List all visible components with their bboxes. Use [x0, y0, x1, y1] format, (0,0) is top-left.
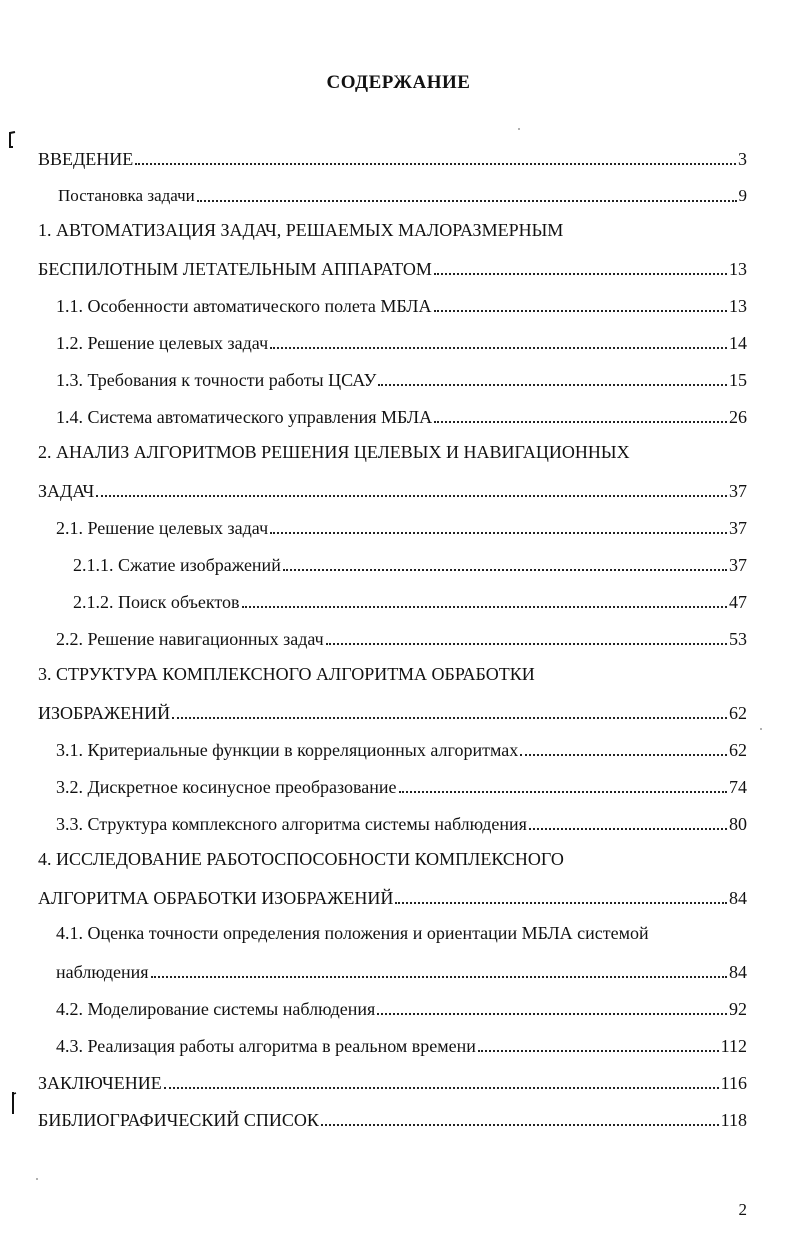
dot-leader [151, 976, 727, 978]
toc-page-number: 84 [729, 962, 747, 982]
toc-entry-label: 2.1. Решение целевых задач [56, 518, 269, 538]
toc-entry-label: 3.3. Структура комплексного алгоритма системы наблюдения [56, 814, 527, 834]
toc-entry-1-1[interactable] [56, 293, 747, 317]
toc-entry-4-3[interactable] [56, 1033, 747, 1057]
toc-page-number: 74 [729, 777, 747, 797]
toc-page-number: 112 [720, 1036, 747, 1056]
toc-page-number: 47 [729, 592, 747, 612]
toc-entry-label: 1.4. Система автоматического управления МБЛА [56, 407, 433, 427]
toc-page-number: 62 [729, 703, 747, 723]
toc-entry-2-2[interactable] [56, 626, 747, 650]
toc-entry-4-2[interactable] [56, 996, 747, 1020]
dot-leader [242, 606, 727, 608]
toc-chapter-2-heading[interactable]: 2. АНАЛИЗ АЛГОРИТМОВ РЕШЕНИЯ ЦЕЛЕВЫХ И НАВИГАЦИОННЫХ [38, 442, 630, 462]
toc-page-number: 13 [729, 259, 747, 279]
toc-page-number: 3 [738, 149, 747, 169]
toc-entry-label: 3.2. Дискретное косинусное преобразование [56, 777, 397, 797]
toc-entry-label: 1.3. Требования к точности работы ЦСАУ [56, 370, 377, 390]
toc-entry-label: 3.1. Критериальные функции в корреляционных алгоритмах [56, 740, 519, 760]
toc-page-number: 13 [729, 296, 747, 316]
dot-leader [321, 1124, 719, 1126]
toc-entry-3-2[interactable] [56, 774, 747, 798]
dot-leader [399, 791, 728, 793]
dot-leader [395, 902, 727, 904]
toc-entry-label: БЕСПИЛОТНЫМ ЛЕТАТЕЛЬНЫМ АППАРАТОМ [38, 259, 432, 279]
toc-entry-label: ИЗОБРАЖЕНИЙ [38, 703, 171, 723]
toc-page-number: 84 [729, 888, 747, 908]
toc-entry-introduction[interactable] [38, 146, 747, 170]
scan-mark-line-icon [8, 1090, 18, 1116]
toc-entry-label: 4.2. Моделирование системы наблюдения [56, 999, 376, 1019]
dot-leader [529, 828, 727, 830]
toc-page-number: 116 [720, 1073, 747, 1093]
toc-entry-label: АЛГОРИТМА ОБРАБОТКИ ИЗОБРАЖЕНИЙ [38, 888, 394, 908]
scan-speck [518, 128, 520, 130]
toc-entry-label: 1.2. Решение целевых задач [56, 333, 269, 353]
dot-leader [478, 1050, 719, 1052]
toc-page-number: 37 [729, 518, 747, 538]
dot-leader [172, 717, 727, 719]
toc-page-number: 15 [729, 370, 747, 390]
scan-speck [760, 728, 762, 730]
dot-leader [520, 754, 727, 756]
scan-mark-bracket-icon [6, 130, 20, 150]
toc-entry-1-2[interactable] [56, 330, 747, 354]
dot-leader [135, 163, 736, 165]
dot-leader [434, 421, 727, 423]
toc-entry-1-4[interactable] [56, 404, 747, 428]
toc-entry-label: наблюдения [56, 962, 149, 982]
dot-leader [434, 310, 727, 312]
dot-leader [164, 1087, 719, 1089]
toc-entry-label: 4.3. Реализация работы алгоритма в реальном времени [56, 1036, 476, 1056]
page-number: 2 [738, 1200, 747, 1219]
toc-entry-4-1[interactable] [56, 959, 747, 983]
toc-entry-2-1[interactable] [56, 515, 747, 539]
toc-page-number: 9 [738, 186, 747, 205]
toc-entry-label: ВВЕДЕНИЕ [38, 149, 134, 169]
toc-entry-2-1-1[interactable] [73, 552, 747, 576]
toc-entry-chapter-4[interactable] [38, 885, 747, 909]
toc-entry-problem-statement[interactable] [58, 183, 747, 207]
dot-leader [197, 200, 737, 202]
toc-entry-label: ЗАКЛЮЧЕНИЕ [38, 1073, 162, 1093]
toc-page-number: 92 [729, 999, 747, 1019]
toc-chapter-3-heading[interactable]: 3. СТРУКТУРА КОМПЛЕКСНОГО АЛГОРИТМА ОБРАБОТКИ [38, 664, 535, 684]
toc-entry-label: 2.1.2. Поиск объектов [73, 592, 240, 612]
toc-entry-3-3[interactable] [56, 811, 747, 835]
toc-page-number: 14 [729, 333, 747, 353]
toc-page-number: 62 [729, 740, 747, 760]
toc-entry-label: БИБЛИОГРАФИЧЕСКИЙ СПИСОК [38, 1110, 319, 1130]
toc-page-number: 118 [720, 1110, 747, 1130]
toc-entry-2-1-2[interactable] [73, 589, 747, 613]
dot-leader [378, 384, 727, 386]
dot-leader [434, 273, 727, 275]
toc-chapter-4-heading[interactable]: 4. ИССЛЕДОВАНИЕ РАБОТОСПОСОБНОСТИ КОМПЛЕКСНОГО [38, 849, 564, 869]
toc-entry-label: Постановка задачи [58, 186, 195, 205]
toc-entry-label: ЗАДАЧ [38, 481, 95, 501]
toc-page-number: 80 [729, 814, 747, 834]
dot-leader [270, 532, 727, 534]
page-title: СОДЕРЖАНИЕ [326, 72, 471, 93]
toc-page-number: 26 [729, 407, 747, 427]
scan-speck [36, 1178, 38, 1180]
toc-entry-bibliography[interactable] [38, 1107, 747, 1131]
dot-leader [270, 347, 727, 349]
toc-chapter-1-heading[interactable]: 1. АВТОМАТИЗАЦИЯ ЗАДАЧ, РЕШАЕМЫХ МАЛОРАЗМЕРНЫМ [38, 220, 564, 240]
toc-entry-chapter-3[interactable] [38, 700, 747, 724]
toc-entry-3-1[interactable] [56, 737, 747, 761]
toc-page-number: 37 [729, 555, 747, 575]
dot-leader [96, 495, 727, 497]
dot-leader [377, 1013, 727, 1015]
dot-leader [283, 569, 727, 571]
toc-entry-4-1-heading[interactable]: 4.1. Оценка точности определения положения и ориентации МБЛА системой [56, 923, 649, 943]
toc-entry-chapter-2[interactable] [38, 478, 747, 502]
toc-entry-1-3[interactable] [56, 367, 747, 391]
toc-entry-label: 2.2. Решение навигационных задач [56, 629, 324, 649]
dot-leader [326, 643, 727, 645]
toc-entry-conclusion[interactable] [38, 1070, 747, 1094]
toc-entry-label: 2.1.1. Сжатие изображений [73, 555, 281, 575]
toc-page-number: 53 [729, 629, 747, 649]
toc-entry-label: 1.1. Особенности автоматического полета МБЛА [56, 296, 432, 316]
toc-entry-chapter-1[interactable] [38, 256, 747, 280]
toc-page-number: 37 [729, 481, 747, 501]
